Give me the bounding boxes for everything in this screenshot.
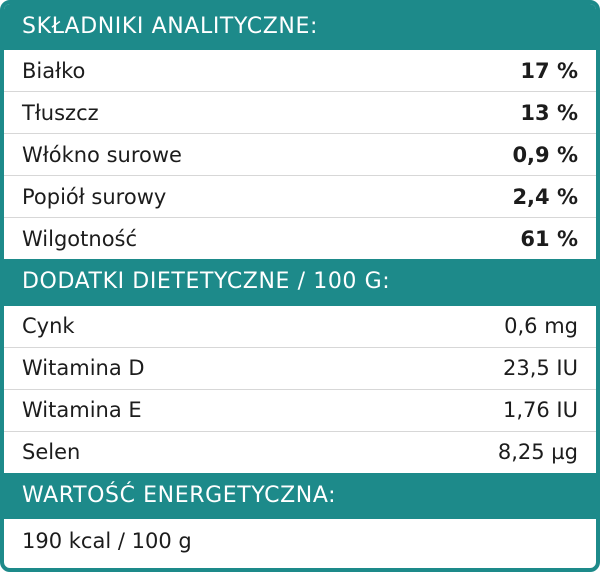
row-value: 2,4 % [512,184,578,209]
table-row [4,348,596,390]
section-header-energy-value: WARTOŚĆ ENERGETYCZNA: [4,473,596,519]
row-value: 0,6 mg [504,314,578,339]
row-label: Selen [22,440,81,465]
table-row [4,176,596,218]
bottom-spacer [4,563,596,568]
table-row [4,134,596,176]
table-row [4,92,596,134]
table-row [4,218,596,259]
table-row [4,50,596,92]
row-label: Wilgotność [22,226,138,251]
row-value: 1,76 IU [503,398,578,423]
row-value: 17 % [520,58,578,83]
table-row [4,390,596,432]
row-label: Włókno surowe [22,142,182,167]
section-header-analytical-constituents: SKŁADNIKI ANALITYCZNE: [4,4,596,50]
row-value: 0,9 % [512,142,578,167]
row-value: 8,25 µg [497,440,578,465]
row-label: Witamina D [22,356,145,381]
row-label: Witamina E [22,398,142,423]
table-row [4,432,596,473]
row-label: Białko [22,58,86,83]
row-value: 13 % [520,100,578,125]
row-value: 23,5 IU [503,356,578,381]
section-header-dietary-additives: DODATKI DIETETYCZNE / 100 G: [4,259,596,305]
dietary-additives-rows [4,306,596,473]
row-value: 61 % [520,226,578,251]
table-row [4,306,596,348]
energy-value-row [4,519,596,563]
energy-value-text: 190 kcal / 100 g [22,528,192,553]
row-label: Popiół surowy [22,184,167,209]
row-label: Tłuszcz [22,100,99,125]
row-label: Cynk [22,314,75,339]
analytical-constituents-rows [4,50,596,259]
